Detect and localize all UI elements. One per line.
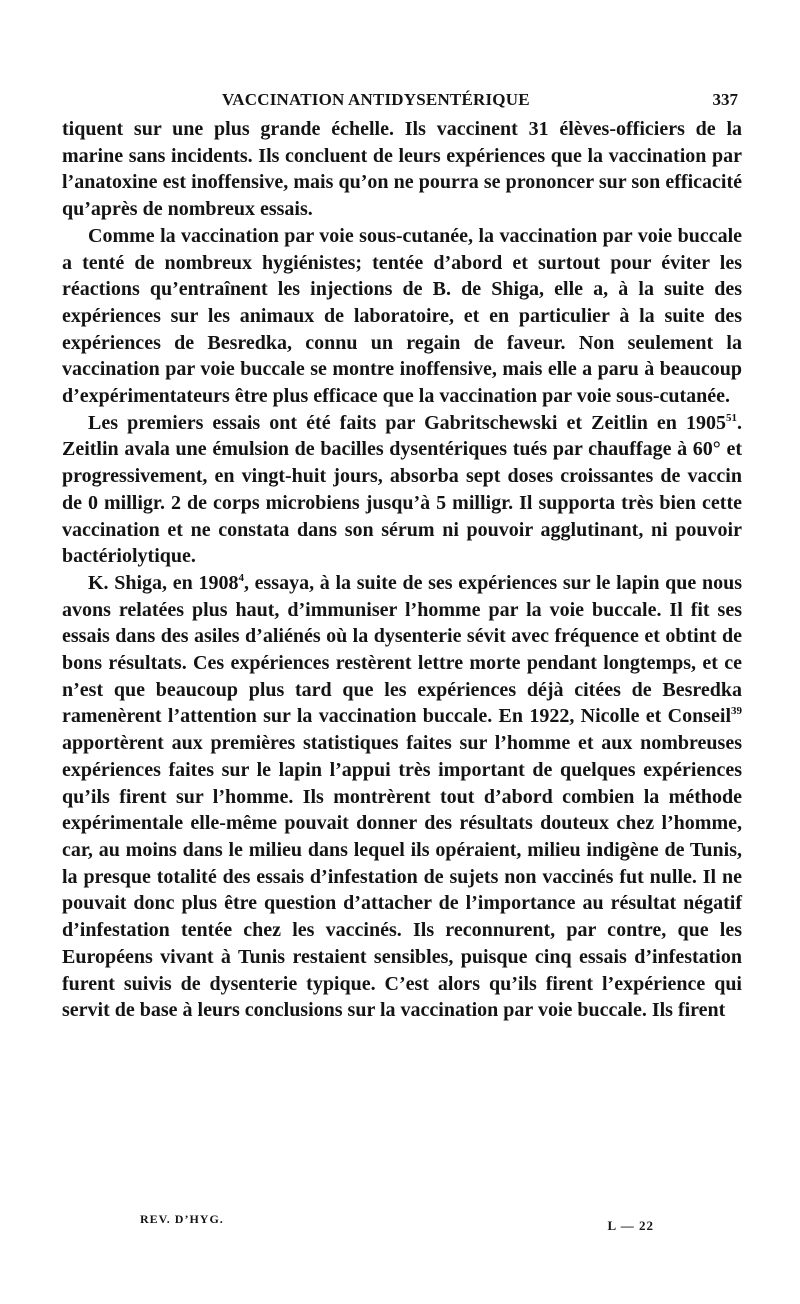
paragraph <box>62 223 742 410</box>
paragraph-text: , essaya, à la suite de ses expériences sur le lapin que nous avons relatées plus haut, d’immuniser l’homme par la voie buccale. Il fit ses essais dans des asiles d’aliénés où la dysenterie sévit avec fréquence et obtint de bons résultats. Ces expériences restèrent lettre morte pendant longtemps, et ce n’est que beaucoup plus tard que les expériences déjà citées de Besredka ramenèrent l’attention sur la vaccination buccale. En 1922, Nicolle et Conseil <box>62 571 742 728</box>
sheet-signature: L — 22 <box>607 1218 654 1233</box>
paragraph <box>62 570 742 1024</box>
page <box>62 88 742 1024</box>
paragraph <box>62 410 742 570</box>
paragraph <box>62 116 742 223</box>
paragraph-text: tiquent sur une plus grande échelle. Ils vaccinent 31 élèves-officiers de la marine sans incidents. Ils concluent de leurs expériences que la vaccination par l’anatoxine est inoffensive, mais qu’on ne pourra se prononcer sur son efficacité qu’après de nombreux essais. <box>62 118 742 221</box>
running-title: VACCINATION ANTIDYSENTÉRIQUE <box>222 90 530 109</box>
paragraph-text: K. Shiga, en 1908 <box>88 571 239 594</box>
page-footer <box>82 1212 682 1242</box>
body-text <box>62 116 742 1024</box>
reference-number: 39 <box>731 705 742 718</box>
page-number: 337 <box>712 90 738 109</box>
running-header <box>62 88 742 116</box>
reference-number: 4 <box>238 571 244 584</box>
paragraph-text: apportèrent aux premières statistiques faites sur l’homme et aux nombreuses expériences faites sur le lapin l’appui très important de quelques expériences qu’ils firent sur l’homme. Ils montrèrent tout d’abord combien la méthode expérimentale elle-même pouvait donner des résultats douteux chez l’homme, car, au moins dans le milieu dans lequel ils opéraient, milieu indigène de Tunis, la presque totalité des essais d’infestation de sujets non vaccinés fut nulle. Il ne pouvait donc plus être question d’attacher de l’importance au résultat négatif d’infestation tentée chez les vaccinés. Ils reconnurent, par contre, que les Européens vivant à Tunis restaient sensibles, puisque cinq essais d’infestation furent suivis de dysenterie typique. C’est alors qu’ils firent l’expérience qui servit de base à leurs conclusions sur la vaccination par voie buccale. Ils firent <box>62 732 742 1022</box>
reference-number: 51 <box>726 411 737 424</box>
paragraph-text: Les premiers essais ont été faits par Gabritschewski et Zeitlin en 1905 <box>88 411 726 434</box>
paragraph-text: . Zeitlin avala une émulsion de bacilles dysentériques tués par chauffage à 60° et progressivement, en vingt-huit jours, absorba sept doses croissantes de vaccin de 0 milligr. 2 de corps microbiens jusqu’à 5 milligr. Il supporta très bien cette vaccination et ne constata dans son sérum ni pouvoir agglutinant, ni pouvoir bactériolytique. <box>62 411 742 568</box>
journal-signature: REV. D’HYG. <box>140 1212 224 1226</box>
paragraph-text: Comme la vaccination par voie sous-cutanée, la vaccination par voie buccale a tenté de nombreux hygiénistes; tentée d’abord et surtout pour éviter les réactions qu’entraînent les injections de B. de Shiga, elle a, à la suite des expériences sur les animaux de laboratoire, et en particulier à la suite des expériences de Besredka, connu un regain de faveur. Non seulement la vaccination par voie buccale se montre inoffensive, mais elle a paru à beaucoup d’expérimentateurs être plus efficace que la vaccination par voie sous-cutanée. <box>62 224 742 408</box>
